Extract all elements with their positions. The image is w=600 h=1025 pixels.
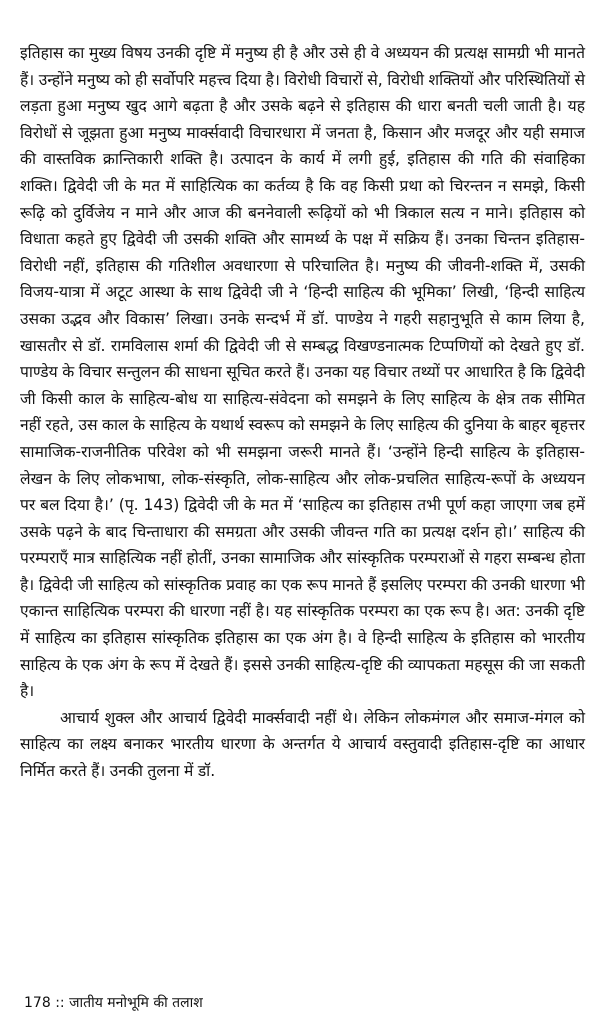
paragraph-1: इतिहास का मुख्य विषय उनकी दृष्टि में मनुष्य ही है और उसे ही वे अध्ययन की प्रत्यक्ष सामग्री भी मानते हैं। उन्होंने मनुष्य को ही सर्वोपरि महत्त्व दिया है। विरोधी विचारों से, विरोधी शक्तियों और परिस्थितियों से लड़ता हुआ मनुष्य खुद आगे बढ़ता है और उसके बढ़ने से इतिहास की धारा बनती चली जाती है। यह विरोधों से जूझता हुआ मनुष्य मार्क्सवादी विचारधारा में जनता है, किसान और मजदूर और यही समाज की वास्तविक क्रान्तिकारी शक्ति है। उत्पादन के कार्य में लगी हुई, इतिहास की गति की संवाहिका शक्ति। द्विवेदी जी के मत में साहित्यिक का कर्तव्य है कि वह किसी प्रथा को चिरन्तन न समझे, किसी रूढ़ि को दुर्विजेय न माने और आज की बननेवाली रूढ़ियों को भी त्रिकाल सत्य न माने। इतिहास को विधाता कहते हुए द्विवेदी जी उसकी शक्ति और सामर्थ्य के पक्ष में सक्रिय हैं। उनका चिन्तन इतिहास-विरोधी नहीं, इतिहास की गतिशील अवधारणा से परिचालित है। मनुष्य की जीवनी-शक्ति में, उसकी विजय-यात्रा में अटूट आस्था के साथ द्विवेदी जी ने ‘हिन्दी साहित्य की भूमिका’ लिखी, ‘हिन्दी साहित्य उसका उद्भव और विकास’ लिखा। उनके सन्दर्भ में डॉ. पाण्डेय ने गहरी सहानुभूति से काम लिया है, खासतौर से डॉ. रामविलास शर्मा की द्विवेदी जी से सम्बद्ध विखण्डनात्मक टिप्पणियों को देखते हुए डॉ. पाण्डेय के विचार सन्तुलन की साधना सूचित करते हैं। उनका यह विचार तथ्यों पर आधारित है कि द्विवेदी जी किसी काल के साहित्य-बोध या साहित्य-संवेदना को समझने के लिए साहित्य के क्षेत्र तक सीमित नहीं रहते, उस काल के साहित्य के यथार्थ स्वरूप को समझने के लिए साहित्य की दुनिया के बाहर बृहत्तर सामाजिक-राजनीतिक परिवेश को भी समझना जरूरी मानते हैं। ‘उन्होंने हिन्दी साहित्य के इतिहास-लेखन के लिए लोकभाषा, लोक-संस्कृति, लोक-साहित्य और लोक-प्रचलित साहित्य-रूपों के अध्ययन पर बल दिया है।’ (पृ. 143) द्विवेदी जी के मत में ‘साहित्य का इतिहास तभी पूर्ण कहा जाएगा जब हमें उसके पढ़ने के बाद चिन्ताधारा की समग्रता और उसकी जीवन्त गति का प्रत्यक्ष दर्शन हो।’ साहित्य की परम्पराएँ मात्र साहित्यिक नहीं होतीं, उनका सामाजिक और सांस्कृतिक परम्पराओं से गहरा सम्बन्ध होता है। द्विवेदी जी साहित्य को सांस्कृतिक प्रवाह का एक रूप मानते हैं इसलिए परम्परा की उनकी धारणा भी एकान्त साहित्यिक परम्परा की धारणा नहीं है। यह सांस्कृतिक परम्परा का एक रूप है। अत: उनकी दृष्टि में साहित्य का इतिहास सांस्कृतिक इतिहास का एक अंग है। वे हिन्दी साहित्य के इतिहास को भारतीय साहित्य के एक अंग के रूप में देखते हैं। इससे उनकी साहित्य-दृष्टि की व्यापकता महसूस की जा सकती है। xyxy=(20,44,585,701)
page-number: 178 xyxy=(24,995,51,1011)
footer-separator: :: xyxy=(55,995,65,1011)
paragraph-2: आचार्य शुक्ल और आचार्य द्विवेदी मार्क्सवादी नहीं थे। लेकिन लोकमंगल और समाज-मंगल को साहित्य का लक्ष्य बनाकर भारतीय धारणा के अन्तर्गत ये आचार्य वस्तुवादी इतिहास-दृष्टि का आधार निर्मित करते हैं। उनकी तुलना में डॉ. xyxy=(20,708,585,781)
page-footer xyxy=(24,993,203,1013)
running-title: जातीय मनोभूमि की तलाश xyxy=(69,995,203,1011)
body-text xyxy=(20,40,585,785)
